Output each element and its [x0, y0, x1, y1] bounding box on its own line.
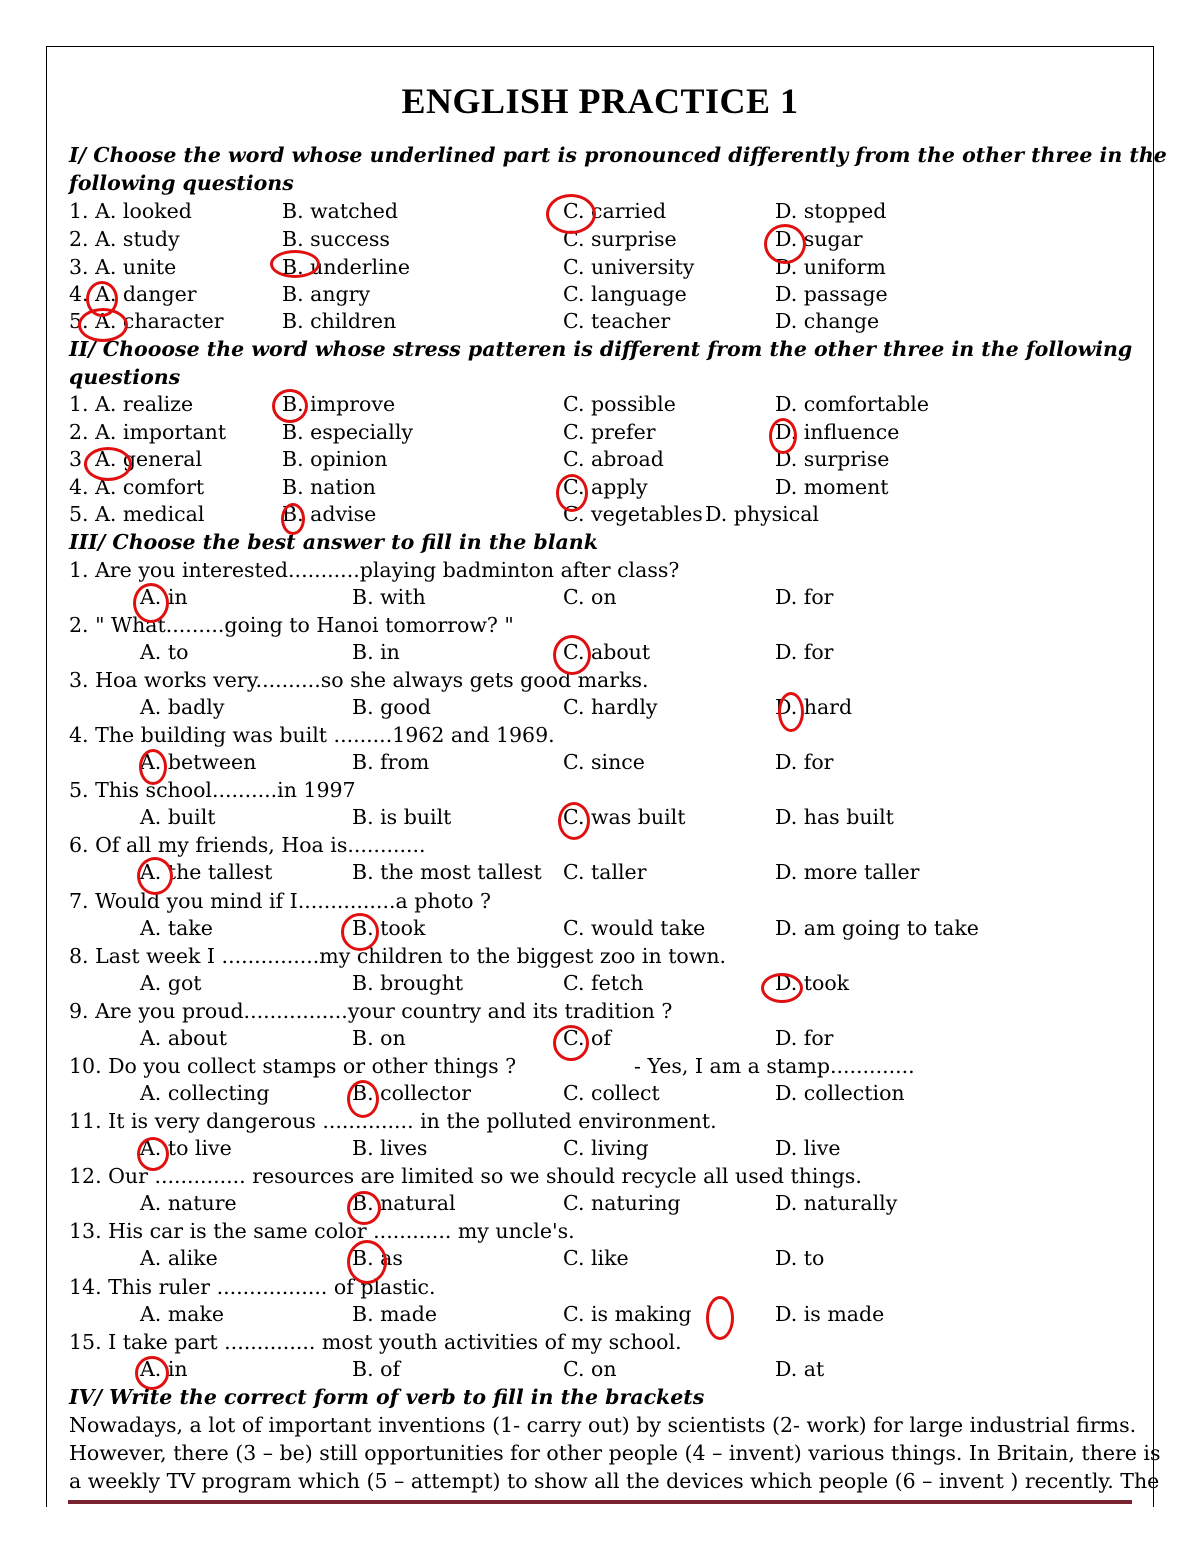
- option-a: A. nature: [140, 1191, 237, 1215]
- answer-circle-mark: [281, 503, 305, 535]
- answer-circle-mark: [558, 802, 590, 840]
- option-a-word: looked: [122, 199, 192, 223]
- question-text: 12. Our .............. resources are limited so we should recycle all used things.: [69, 1164, 862, 1188]
- option-b: B. took: [352, 916, 426, 940]
- question-text: 14. This ruler ................. of plastic.: [69, 1275, 436, 1299]
- question-number: 3. A.: [69, 255, 123, 279]
- option-b: B. natural: [352, 1191, 456, 1215]
- option-b: B. the most tallest: [352, 860, 542, 884]
- option-b: B. especially: [282, 420, 413, 444]
- option-d: D. surprise: [775, 447, 890, 471]
- question-text: 2. " What.........going to Hanoi tomorrow? ": [69, 613, 514, 637]
- option-d: D. for: [775, 585, 834, 609]
- option-c: C. taller: [563, 860, 647, 884]
- answer-circle-mark: [341, 913, 379, 951]
- option-d: D. change: [775, 309, 880, 333]
- question-text: 9. Are you proud................your country and its tradition ?: [69, 999, 673, 1023]
- option-a: A. the tallest: [140, 860, 273, 884]
- option-b: B. angry: [282, 282, 371, 306]
- option-c: C. since: [563, 750, 645, 774]
- question-text: 15. I take part .............. most youth activities of my school.: [69, 1330, 682, 1354]
- option-b: B. is built: [352, 805, 452, 829]
- option-b: B. in: [352, 640, 400, 664]
- option-a: 2. A. important: [69, 420, 227, 444]
- option-a: A. take: [140, 916, 213, 940]
- option-c: C. like: [563, 1246, 629, 1270]
- option-b: B. on: [352, 1026, 406, 1050]
- option-b: B. watched: [282, 199, 399, 223]
- option-a-word: unite: [122, 255, 177, 279]
- answer-circle-mark: [761, 973, 803, 1003]
- question-number: 1. A.: [69, 199, 123, 223]
- option-c: C. fetch: [563, 971, 644, 995]
- option-a: 3. A. general: [69, 447, 203, 471]
- answer-circle-mark: [78, 308, 128, 342]
- answer-circle-mark: [764, 224, 806, 264]
- option-d: D. is made: [775, 1302, 885, 1326]
- option-b: B. nation: [282, 475, 376, 499]
- option-d: D. hard: [775, 695, 853, 719]
- option-c: C. about: [563, 640, 651, 664]
- question-number: 5. A.: [69, 309, 123, 333]
- option-a: A. badly: [140, 695, 225, 719]
- answer-circle-mark: [139, 749, 167, 785]
- answer-circle-mark: [556, 474, 588, 512]
- option-a: A. in: [140, 1357, 188, 1381]
- option-a: A. to live: [140, 1136, 232, 1160]
- question-text: 10. Do you collect stamps or other things ?: [69, 1054, 517, 1078]
- option-c: C. living: [563, 1136, 649, 1160]
- option-a: A. make: [140, 1302, 225, 1326]
- option-d: D. more taller: [775, 860, 920, 884]
- option-d: D. sugar: [775, 227, 863, 251]
- option-d: D. passage: [775, 282, 888, 306]
- option-c: C. of: [563, 1026, 611, 1050]
- option-a: A. between: [140, 750, 257, 774]
- option-d: D. at: [775, 1357, 825, 1381]
- answer-circle-mark: [553, 1025, 589, 1061]
- option-a: A. about: [140, 1026, 227, 1050]
- option-d: D. to: [775, 1246, 825, 1270]
- option-d: D. physical: [705, 502, 819, 526]
- option-b: B. success: [282, 227, 390, 251]
- page-title: ENGLISH PRACTICE 1: [401, 81, 799, 121]
- question-text: 6. Of all my friends, Hoa is............: [69, 833, 426, 857]
- option-a: A. in: [140, 585, 188, 609]
- option-b: B. underline: [282, 255, 411, 279]
- option-c: C. possible: [563, 392, 676, 416]
- answer-circle-mark: [270, 250, 320, 278]
- option-a-word: character: [122, 309, 224, 333]
- option-d: D. for: [775, 1026, 834, 1050]
- question-text: 7. Would you mind if I...............a photo ?: [69, 889, 491, 913]
- option-a: A. built: [140, 805, 216, 829]
- option-b: B. from: [352, 750, 430, 774]
- question-text: 5. This school..........in 1997: [69, 778, 356, 802]
- option-a: A. to: [140, 640, 189, 664]
- option-d: D. uniform: [775, 255, 886, 279]
- section2-heading: II/ Chooose the word whose stress patteren is different from the other three in the following: [69, 337, 1133, 361]
- question-text: 4. The building was built .........1962 and 1969.: [69, 723, 555, 747]
- question-response-text: - Yes, I am a stamp.............: [634, 1054, 915, 1078]
- footer-divider: [68, 1500, 1132, 1504]
- section4-heading: IV/ Write the correct form of verb to fill in the brackets: [69, 1385, 705, 1409]
- option-c: C. teacher: [563, 309, 671, 333]
- option-a: 4. A. comfort: [69, 475, 205, 499]
- option-b: B. collector: [352, 1081, 472, 1105]
- option-a: A. collecting: [140, 1081, 270, 1105]
- option-a: [69, 198, 192, 225]
- option-d: D. collection: [775, 1081, 905, 1105]
- question-text: 1. Are you interested...........playing badminton after class?: [69, 558, 680, 582]
- option-b: B. made: [352, 1302, 438, 1326]
- option-b: B. children: [282, 309, 397, 333]
- option-b: B. of: [352, 1357, 401, 1381]
- option-b: B. with: [352, 585, 426, 609]
- answer-circle-mark: [347, 1240, 387, 1284]
- section4-paragraph-line: a weekly TV program which (5 – attempt) to show all the devices which people (6 – invent ) recently. The: [69, 1469, 1160, 1493]
- answer-circle-mark: [546, 194, 596, 234]
- option-c: C. collect: [563, 1081, 660, 1105]
- option-d: D. naturally: [775, 1191, 898, 1215]
- option-d: D. live: [775, 1136, 841, 1160]
- section2-heading-cont: questions: [69, 365, 181, 389]
- option-d: D. moment: [775, 475, 889, 499]
- option-c: C. university: [563, 255, 695, 279]
- answer-circle-mark: [272, 389, 308, 423]
- option-c: C. hardly: [563, 695, 658, 719]
- option-d: D. influence: [775, 420, 900, 444]
- option-b: B. lives: [352, 1136, 428, 1160]
- question-text: 13. His car is the same color ............ my uncle's.: [69, 1219, 575, 1243]
- answer-circle-mark: [137, 857, 173, 895]
- section4-paragraph-line: Nowadays, a lot of important inventions (1- carry out) by scientists (2- work) for large industrial firms.: [69, 1413, 1137, 1437]
- option-c: C. prefer: [563, 420, 656, 444]
- answer-circle-mark: [137, 1137, 169, 1171]
- section1-heading-cont: following questions: [69, 171, 294, 195]
- question-text: 3. Hoa works very..........so she always gets good marks.: [69, 668, 649, 692]
- option-d: D. for: [775, 640, 834, 664]
- question-text: 8. Last week I ...............my children to the biggest zoo in town.: [69, 944, 727, 968]
- option-a-word: danger: [122, 282, 197, 306]
- option-d: D. am going to take: [775, 916, 979, 940]
- answer-circle-mark: [769, 418, 797, 454]
- option-c: C. carried: [563, 199, 667, 223]
- answer-circle-mark: [553, 635, 591, 675]
- option-a: 5. A. medical: [69, 502, 205, 526]
- answer-circle-mark: [706, 1296, 734, 1340]
- option-c: C. is making: [563, 1302, 692, 1326]
- answer-circle-mark: [778, 692, 804, 732]
- option-c: C. apply: [563, 475, 648, 499]
- option-c: C. abroad: [563, 447, 664, 471]
- option-b: B. opinion: [282, 447, 388, 471]
- option-b: B. brought: [352, 971, 464, 995]
- option-b: B. improve: [282, 392, 396, 416]
- section3-heading: III/ Choose the best answer to fill in the blank: [69, 530, 598, 554]
- option-a: A. alike: [140, 1246, 218, 1270]
- option-b: B. good: [352, 695, 432, 719]
- option-c: C. would take: [563, 916, 706, 940]
- section4-paragraph-line: However, there (3 – be) still opportunities for other people (4 – invent) various things. In Britain, there is: [69, 1441, 1161, 1465]
- option-c: C. on: [563, 585, 617, 609]
- answer-circle-mark: [133, 583, 169, 623]
- option-d: D. took: [775, 971, 850, 995]
- option-d: D. stopped: [775, 199, 887, 223]
- option-c: C. surprise: [563, 227, 677, 251]
- answer-circle-mark: [135, 1356, 169, 1390]
- question-text: 11. It is very dangerous .............. in the polluted environment.: [69, 1109, 717, 1133]
- question-number: 2. A.: [69, 227, 123, 251]
- option-b: B. advise: [282, 502, 377, 526]
- option-a-word: study: [122, 227, 180, 251]
- option-d: D. has built: [775, 805, 894, 829]
- question-number: 4. A.: [69, 282, 123, 306]
- option-d: D. for: [775, 750, 834, 774]
- option-a: [69, 254, 176, 281]
- option-c: C. on: [563, 1357, 617, 1381]
- answer-circle-mark: [347, 1191, 381, 1225]
- option-a: [69, 226, 180, 253]
- option-d: D. comfortable: [775, 392, 930, 416]
- option-b: B. as: [352, 1246, 403, 1270]
- option-a: A. got: [140, 971, 202, 995]
- answer-circle-mark: [347, 1080, 379, 1118]
- option-a: 1. A. realize: [69, 392, 194, 416]
- option-c: C. language: [563, 282, 687, 306]
- option-c: C. was built: [563, 805, 686, 829]
- option-c: C. vegetables: [563, 502, 703, 526]
- section1-heading: I/ Choose the word whose underlined part is pronounced differently from the other three in the: [69, 143, 1167, 167]
- answer-circle-mark: [84, 447, 132, 481]
- option-c: C. naturing: [563, 1191, 681, 1215]
